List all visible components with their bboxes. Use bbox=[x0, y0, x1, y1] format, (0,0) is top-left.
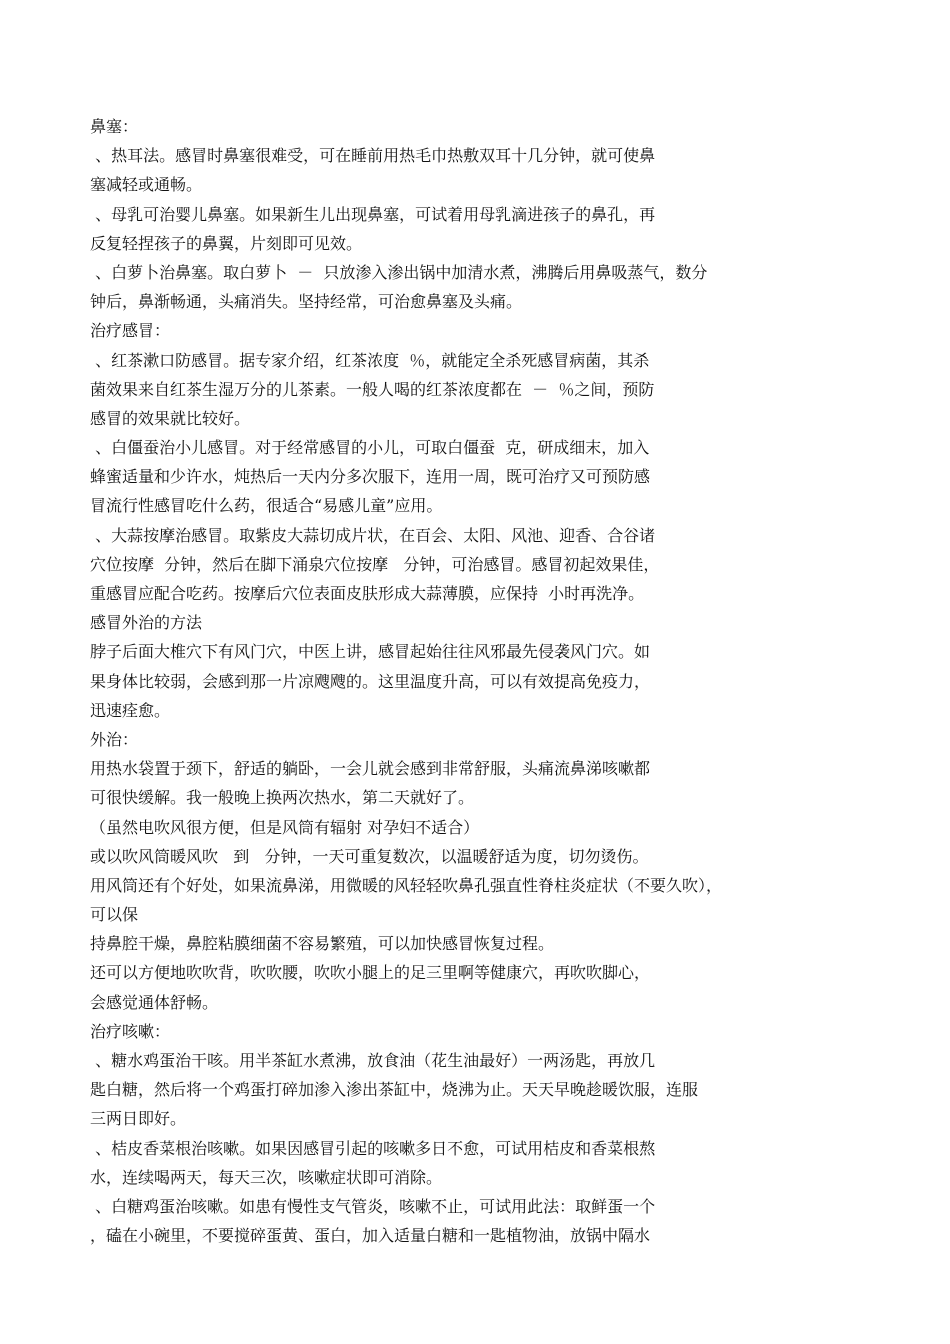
paragraph-line: 、白僵蚕治小儿感冒。对于经常感冒的小儿，可取白僵蚕 克，研成细末，加入 bbox=[90, 438, 650, 458]
paragraph-line: 可很快缓解。我一般晚上换两次热水，第二天就好了。 bbox=[90, 788, 475, 808]
paragraph-line: （虽然电吹风很方便，但是风筒有辐射 对孕妇不适合） bbox=[90, 817, 480, 837]
paragraph-line: 、糖水鸡蛋治干咳。用半茶缸水煮沸，放食油（花生油最好）一两汤匙，再放几 bbox=[90, 1051, 656, 1070]
paragraph-line: 或以吹风筒暖风吹 到 分钟，一天可重复数次，以温暖舒适为度，切勿烫伤。 bbox=[90, 846, 649, 866]
paragraph-line: 、白糖鸡蛋治咳嗽。如患有慢性支气管炎，咳嗽不止，可试用此法：取鲜蛋一个 bbox=[90, 1196, 656, 1216]
paragraph-line: 反复轻捏孩子的鼻翼，片刻即可见效。 bbox=[90, 233, 363, 253]
paragraph-line: 、母乳可治婴儿鼻塞。如果新生儿出现鼻塞，可试着用母乳滴进孩子的鼻孔，再 bbox=[90, 204, 656, 224]
paragraph-line: ，磕在小碗里，不要搅碎蛋黄、蛋白，加入适量白糖和一匙植物油，放锅中隔水 bbox=[90, 1226, 651, 1246]
paragraph-line: 钟后，鼻渐畅通，头痛消失。坚持经常，可治愈鼻塞及头痛。 bbox=[90, 292, 523, 312]
section-heading-treat-cough: 治疗咳嗽： bbox=[90, 1021, 171, 1041]
paragraph-line: 、大蒜按摩治感冒。取紫皮大蒜切成片状，在百会、太阳、风池、迎香、合谷诸 bbox=[90, 525, 656, 545]
paragraph-line: 会感觉通体舒畅。 bbox=[90, 992, 219, 1012]
paragraph-line: 用热水袋置于颈下，舒适的躺卧，一会儿就会感到非常舒服，头痛流鼻涕咳嗽都 bbox=[90, 759, 651, 779]
paragraph-line: 穴位按摩 分钟，然后在脚下涌泉穴位按摩 分钟，可治感冒。感冒初起效果佳， bbox=[90, 554, 660, 574]
paragraph-line: 、红茶漱口防感冒。据专家介绍，红茶浓度 ％，就能定全杀死感冒病菌，其杀 bbox=[90, 350, 650, 370]
paragraph-line: 、热耳法。感冒时鼻塞很难受，可在睡前用热毛巾热敷双耳十几分钟，就可使鼻 bbox=[90, 146, 656, 166]
paragraph-line: 还可以方便地吹吹背，吹吹腰，吹吹小腿上的足三里啊等健康穴，再吹吹脚心， bbox=[90, 963, 651, 983]
paragraph-line: 蜂蜜适量和少许水，炖热后一天内分多次服下，连用一周，既可治疗又可预防感 bbox=[90, 467, 651, 487]
paragraph-line: 、桔皮香菜根治咳嗽。如果因感冒引起的咳嗽多日不愈，可试用桔皮和香菜根熬 bbox=[90, 1138, 656, 1158]
section-heading-treat-cold: 治疗感冒： bbox=[90, 321, 171, 341]
section-heading-external-treatment: 外治： bbox=[90, 729, 139, 749]
paragraph-line: 冒流行性感冒吃什么药，很适合“易感儿童”应用。 bbox=[90, 496, 443, 516]
paragraph-line: 菌效果来自红茶生湿万分的儿茶素。一般人喝的红茶浓度都在 － ％之间，预防 bbox=[90, 379, 655, 399]
paragraph-line: 三两日即好。 bbox=[90, 1109, 187, 1129]
section-heading-external-methods: 感冒外治的方法 bbox=[90, 613, 203, 633]
paragraph-line: 、白萝卜治鼻塞。取白萝卜 － 只放渗入渗出锅中加清水煮，沸腾后用鼻吸蒸气，数分 bbox=[90, 262, 708, 282]
paragraph-line: 果身体比较弱，会感到那一片凉飕飕的。这里温度升高，可以有效提高免疫力， bbox=[90, 671, 651, 691]
paragraph-line: 感冒的效果就比较好。 bbox=[90, 408, 251, 428]
paragraph-line: 重感冒应配合吃药。按摩后穴位表面皮肤形成大蒜薄膜，应保持 小时再洗净。 bbox=[90, 584, 645, 603]
document-body bbox=[90, 112, 860, 1250]
paragraph-line: 匙白糖，然后将一个鸡蛋打碎加渗入渗出茶缸中，烧沸为止。天天早晚趁暖饮服，连服 bbox=[90, 1080, 699, 1100]
paragraph-line: 可以保 bbox=[90, 905, 139, 925]
paragraph-line: 脖子后面大椎穴下有风门穴，中医上讲，感冒起始往往风邪最先侵袭风门穴。如 bbox=[90, 642, 651, 662]
paragraph-line: 迅速痊愈。 bbox=[90, 700, 171, 720]
paragraph-line: 持鼻腔干燥，鼻腔粘膜细菌不容易繁殖，可以加快感冒恢复过程。 bbox=[90, 934, 555, 954]
paragraph-line: 水，连续喝两天，每天三次，咳嗽症状即可消除。 bbox=[90, 1167, 443, 1187]
paragraph-line: 用风筒还有个好处，如果流鼻涕，用微暖的风轻轻吹鼻孔强直性脊柱炎症状（不要久吹）， bbox=[90, 875, 723, 895]
section-heading-nasal-congestion: 鼻塞： bbox=[90, 117, 139, 136]
paragraph-line: 塞减轻或通畅。 bbox=[90, 175, 203, 195]
